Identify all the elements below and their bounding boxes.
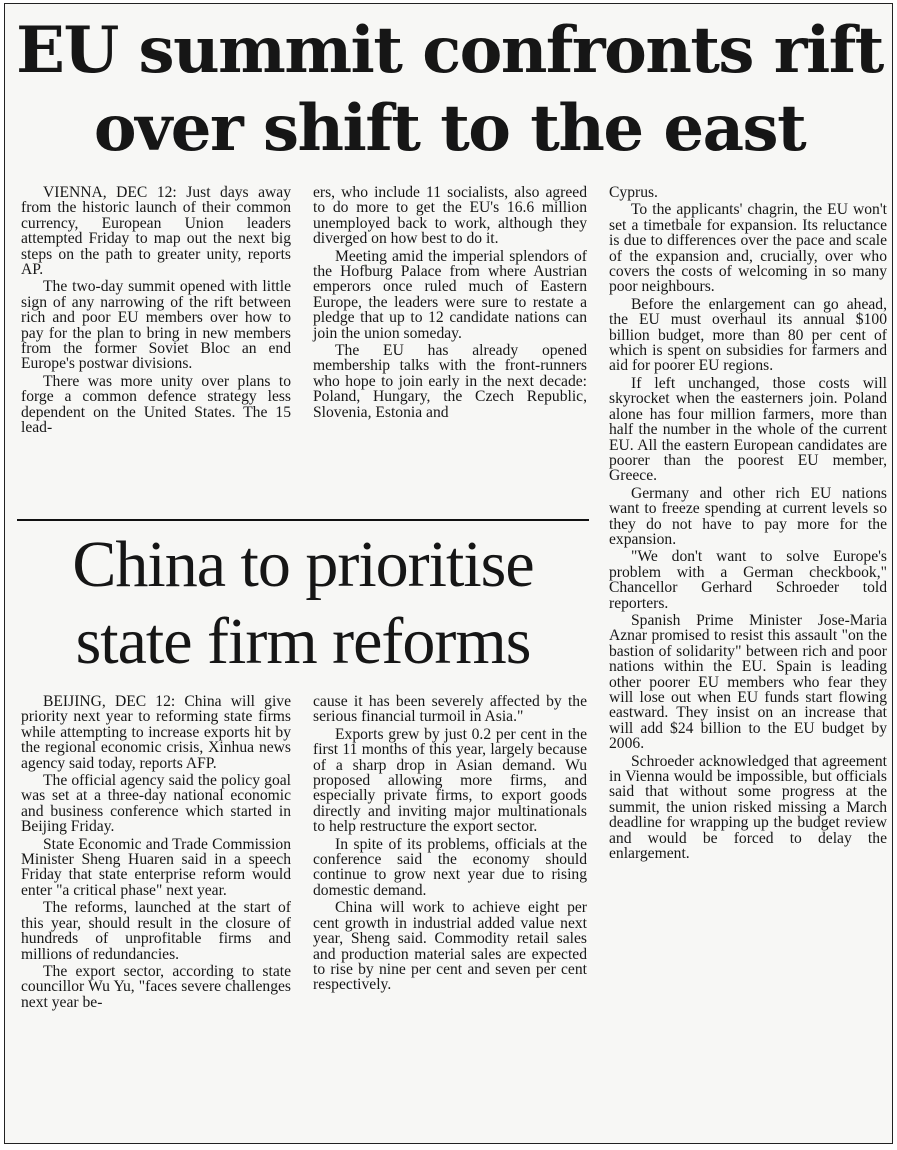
paragraph: ers, who include 11 socialists, also agreed to do more to get the EU's 16.6 million unemployed back to work, although they diverged on how best to do it.	[313, 184, 587, 248]
dateline: BEIJING, DEC 12:	[43, 693, 176, 710]
paragraph: In spite of its problems, officials at the conference said the economy should continue to grow next year due to rising domestic demand.	[313, 835, 587, 899]
paragraph: If left unchanged, those costs will skyrocket when the easterners join. Poland alone has four million farmers, more than half the number in the whole of the current EU. All the eastern European candidates are poorer than the poorest EU member, Greece.	[609, 374, 887, 485]
paragraph: BEIJING, DEC 12: China will give priority next year to reforming state firms while attempting to increase exports hit by the regional economic crisis, Xinhua news agency said today, reports AFP.	[21, 693, 291, 772]
china-article-column-2	[313, 694, 587, 995]
china-article-column-1	[21, 694, 291, 1012]
paragraph: The two-day summit opened with little sign of any narrowing of the rift between rich and poor EU members over how to pay for the plan to bring in new members from the former Soviet Bloc an end Europe's postwar divisions.	[21, 278, 291, 373]
paragraph: Cyprus.	[609, 184, 658, 201]
paragraph: cause it has been severely affected by the serious financial turmoil in Asia."	[313, 693, 587, 726]
paragraph: The reforms, launched at the start of this year, should result in the closure of hundreds of unprofitable firms and millions of redundancies.	[21, 899, 291, 963]
eu-article-column-3	[609, 185, 887, 863]
paragraph: State Economic and Trade Commission Minister Sheng Huaren said in a speech Friday that state enterprise reform would enter "a critical phase" next year.	[21, 835, 291, 899]
eu-article-column-1	[21, 185, 291, 438]
paragraph: To the applicants' chagrin, the EU won't set a timetbale for expansion. Its reluctance is due to differences over the pace and scale of the expansion and, crucially, over who covers the costs of welcoming in so many poor neighbours.	[609, 201, 887, 296]
paragraph: Before the enlargement can go ahead, the EU must overhaul its annual $100 billion budget, more than 80 per cent of which is spent on subsidies for farmers and aid for poorer EU regions.	[609, 295, 887, 375]
paragraph: VIENNA, DEC 12: Just days away from the historic launch of their common currency, European Union leaders attempted Friday to map out the next big steps on the path to greater unity, reports AP.	[21, 184, 291, 279]
paragraph: There was more unity over plans to forge a common defence strategy less dependent on the United States. The 15 lead-	[21, 372, 291, 437]
headline-china-reforms: China to prioritise state firm reforms	[72, 528, 534, 678]
paragraph: Schroeder acknowledged that agreement in Vienna would be impossible, but officials said that without some progress at the summit, the union risked missing a March deadline for wrapping up the budget review and would be forced to delay the enlargement.	[609, 752, 887, 863]
paragraph: Germany and other rich EU nations want to freeze spending at current levels so they do not have to pay more for the expansion.	[609, 484, 887, 548]
paragraph: Spanish Prime Minister Jose-Maria Aznar promised to resist this assault "on the bastion of solidarity" between rich and poor nations within the EU. Spain is leading other poorer EU members who fear they will lose out when EU funds start flowing eastward. They insist on an increase that will add $24 billion to the EU budget by 2006.	[609, 611, 887, 753]
paragraph: The export sector, according to state councillor Wu Yu, "faces severe challenges next year be-	[21, 962, 291, 1011]
paragraph: The EU has already opened membership talks with the front-runners who hope to join early in the next decade: Poland, Hungary, the Czech Republic, Slovenia, Estonia and	[313, 342, 587, 421]
eu-article-column-2	[313, 185, 587, 422]
paragraph: "We don't want to solve Europe's problem with a German checkbook," Chancellor Gerhard Schroeder told reporters.	[609, 548, 887, 612]
paragraph: Meeting amid the imperial splendors of the Hofburg Palace from where Austrian emperors once ruled much of Eastern Europe, the leaders were sure to restate a pledge that up to 12 candidate nations can join the union someday.	[313, 247, 587, 342]
paragraph: China will work to achieve eight per cent growth in industrial added value next year, Sheng said. Commodity retail sales and production material sales are expected to rise by nine per cent and seven per cent respectively.	[313, 899, 587, 994]
newspaper-clipping	[4, 3, 893, 1144]
section-divider	[17, 519, 589, 521]
dateline: VIENNA, DEC 12:	[43, 184, 177, 201]
headline-eu-summit: EU summit confronts rift over shift to the east	[16, 13, 883, 166]
paragraph: Exports grew by just 0.2 per cent in the first 11 months of this year, largely because of a sharp drop in Asian demand. Wu proposed allowing more firms, and especially private firms, to export goods directly and inviting major multinationals to help restructure the export sector.	[313, 725, 587, 836]
paragraph: The official agency said the policy goal was set at a three-day national economic and business conference which started in Beijing Friday.	[21, 772, 291, 836]
